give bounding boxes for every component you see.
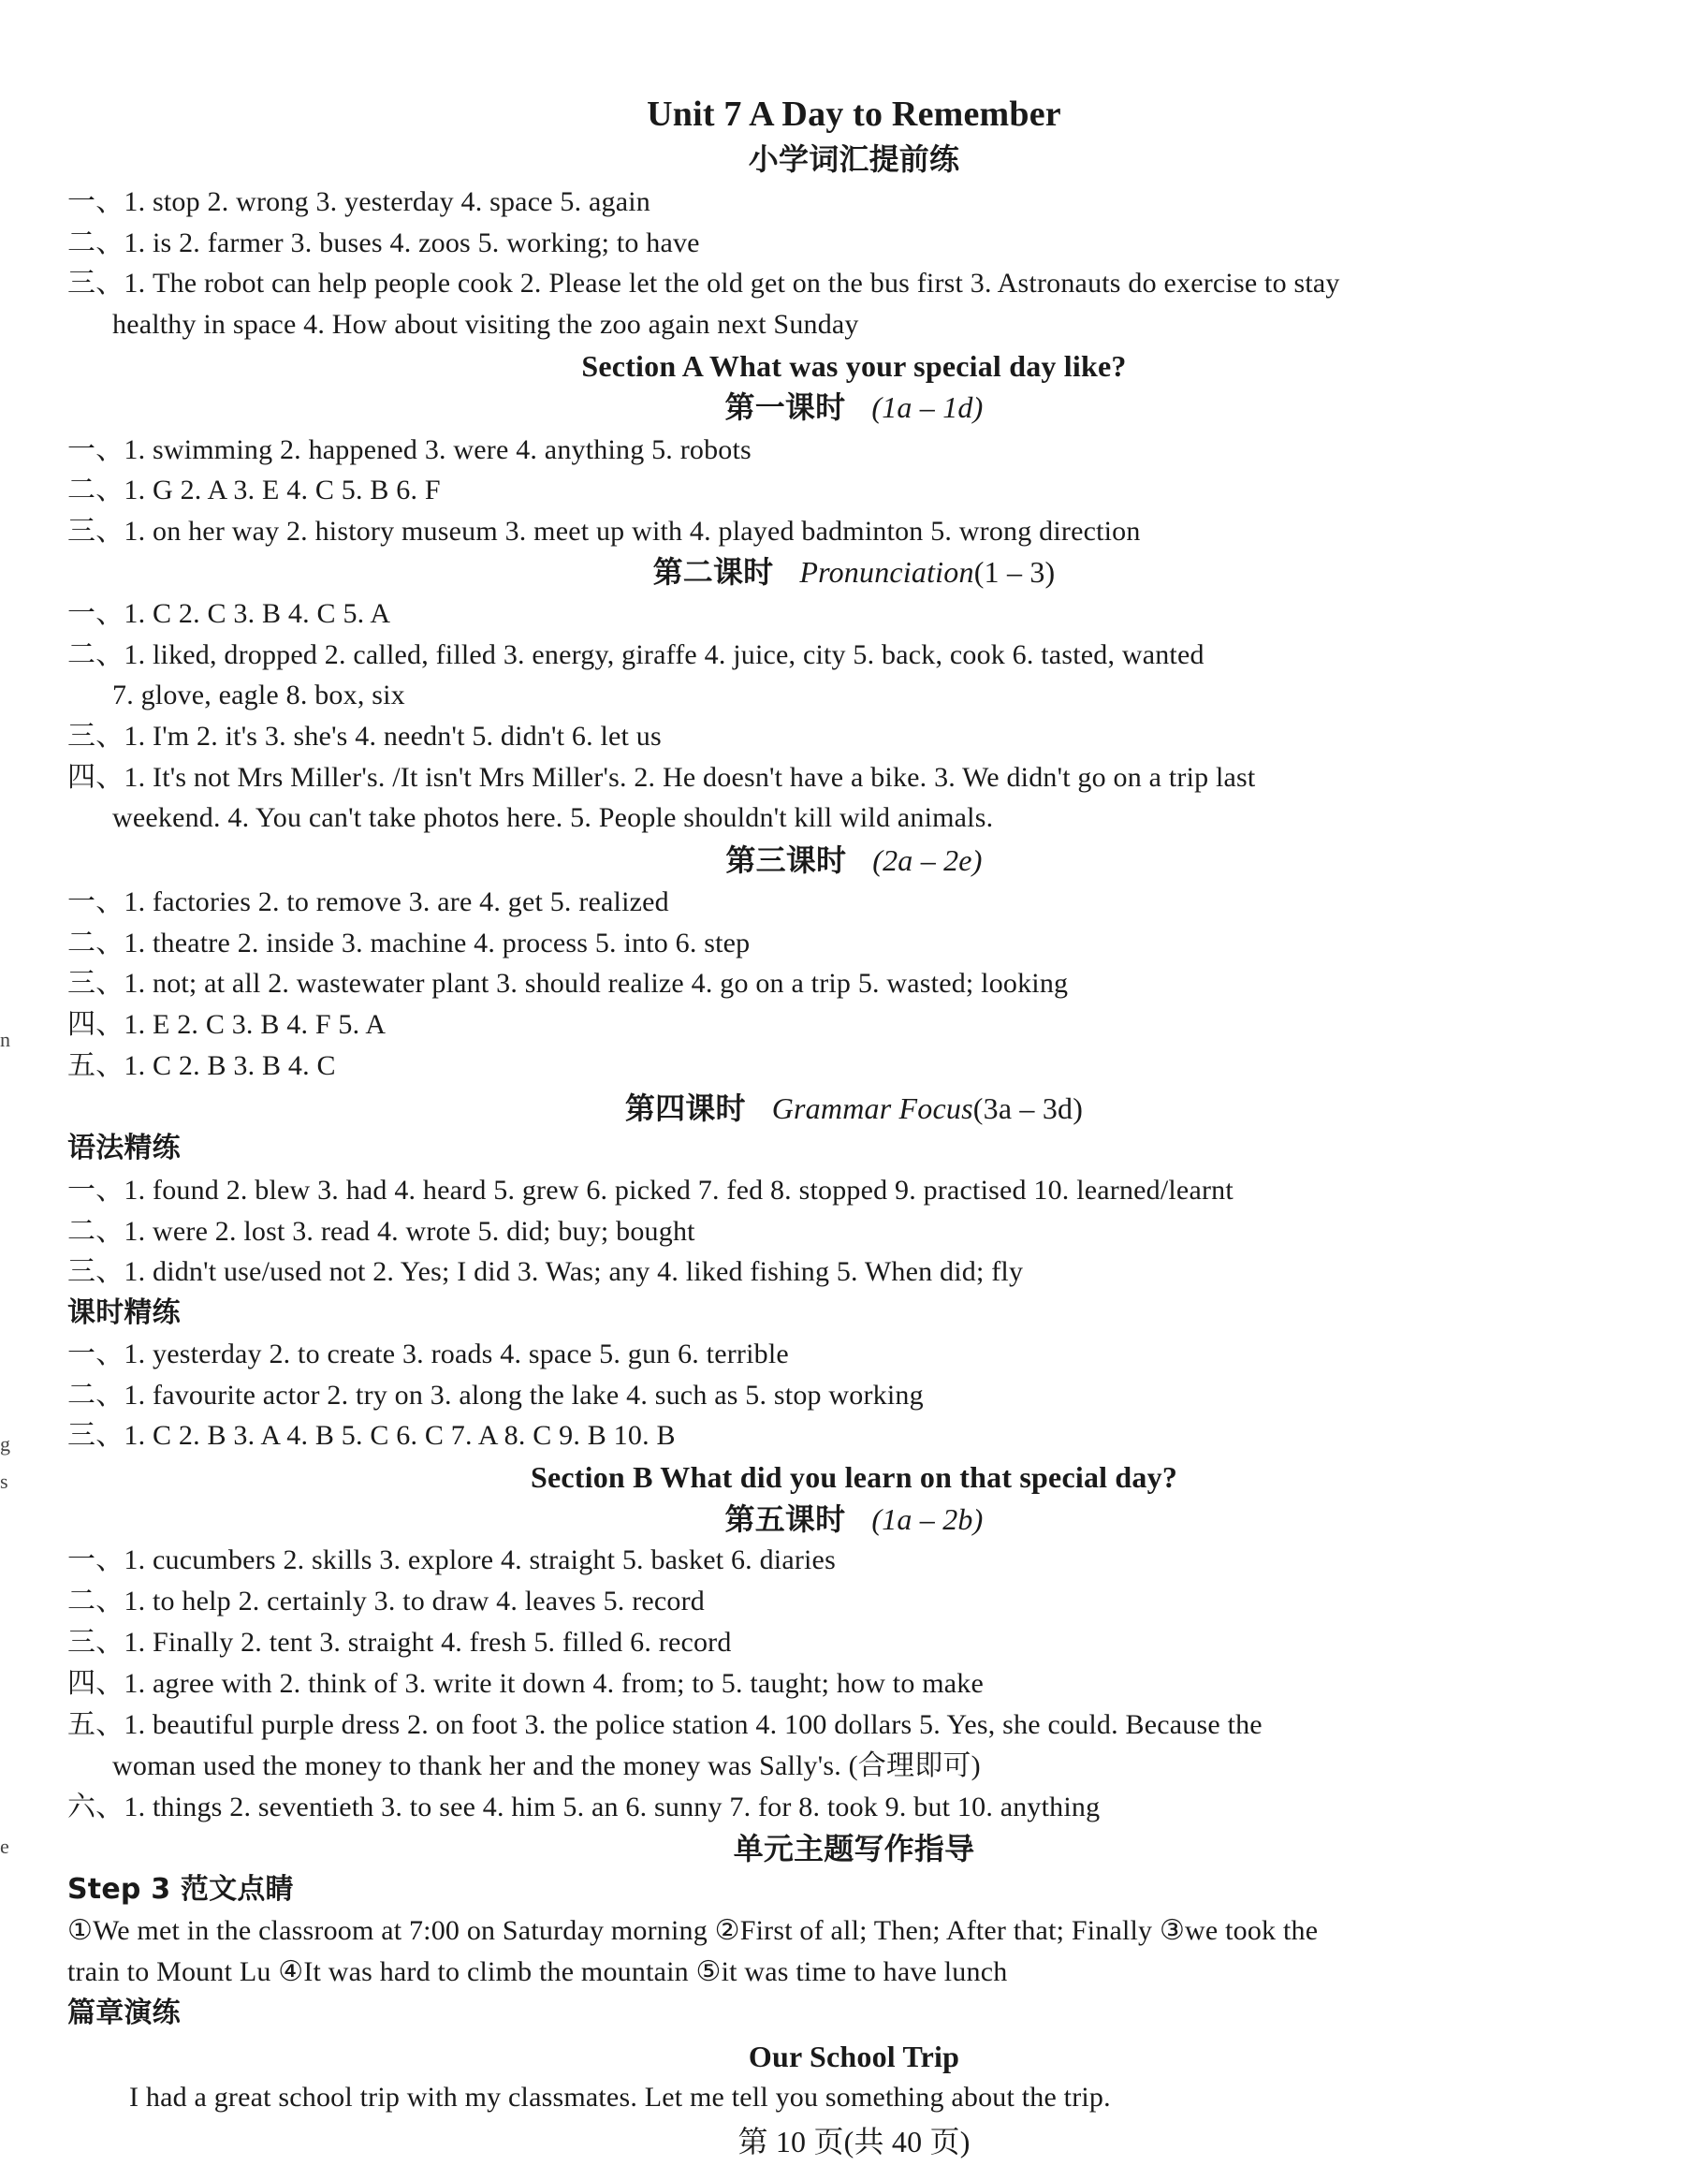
lesson-5-line-6: woman used the money to thank her and the money was Sally's. (合理即可) — [112, 1750, 981, 1781]
margin-mark-1: n — [0, 1028, 10, 1051]
page-footer: 第 10 页(共 40 页) — [737, 2125, 971, 2158]
lesson-5-range: (1a – 2b) — [871, 1502, 984, 1536]
lesson-3-line-1: 一、1. factories 2. to remove 3. are 4. get 5. realized — [67, 886, 669, 917]
lesson-4-en: Grammar Focus — [771, 1091, 973, 1125]
lesson-1-heading — [0, 387, 1708, 428]
margin-mark-2: g — [0, 1432, 10, 1456]
lesson-5-line-5: 五、1. beautiful purple dress 2. on foot 3. the police station 4. 100 dollars 5. Yes, she could. Because the — [67, 1709, 1263, 1740]
lesson-3-line-5: 五、1. C 2. B 3. B 4. C — [67, 1050, 336, 1081]
lesson-3-range: (2a – 2e) — [872, 843, 983, 877]
lesson-2-line-6: weekend. 4. You can't take photos here. 5. People shouldn't kill wild animals. — [112, 802, 994, 833]
lesson-3-line-4: 四、1. E 2. C 3. B 4. F 5. A — [67, 1009, 387, 1040]
step3-line-1: ①We met in the classroom at 7:00 on Saturday morning ②First of all; Then; After that; Finally ③we took the — [67, 1915, 1319, 1946]
grammar-line-1: 一、1. found 2. blew 3. had 4. heard 5. grew 6. picked 7. fed 8. stopped 9. practised 10. learned/learnt — [67, 1175, 1234, 1206]
lesson-3-line-2: 二、1. theatre 2. inside 3. machine 4. process 5. into 6. step — [67, 928, 751, 958]
unit-title: Unit 7 A Day to Remember — [647, 95, 1061, 134]
margin-mark-4: e — [0, 1835, 9, 1858]
lesson-2-cn: 第二课时 — [652, 554, 774, 590]
lesson-3-heading — [0, 840, 1708, 881]
lesson-1-line-2: 二、1. G 2. A 3. E 4. C 5. B 6. F — [67, 475, 441, 505]
vocab-line-3: 三、1. The robot can help people cook 2. Please let the old get on the bus first 3. Astronauts do exercise to stay — [67, 268, 1340, 299]
grammar-line-2: 二、1. were 2. lost 3. read 4. wrote 5. did; buy; bought — [67, 1216, 695, 1247]
practice-line-3: 三、1. C 2. B 3. A 4. B 5. C 6. C 7. A 8. C 9. B 10. B — [67, 1420, 676, 1451]
lesson-5-line-1: 一、1. cucumbers 2. skills 3. explore 4. straight 5. basket 6. diaries — [67, 1544, 836, 1575]
lesson-2-line-1: 一、1. C 2. C 3. B 4. C 5. A — [67, 598, 391, 629]
lesson-4-heading — [0, 1088, 1708, 1129]
step3-label: Step 3 范文点睛 — [67, 1873, 294, 1906]
chapter-label: 篇章演练 — [67, 1997, 181, 2029]
lesson-5-line-2: 二、1. to help 2. certainly 3. to draw 4. leaves 5. record — [67, 1586, 705, 1617]
lesson-1-line-3: 三、1. on her way 2. history museum 3. meet up with 4. played badminton 5. wrong direction — [67, 516, 1141, 547]
lesson-2-range: (1 – 3) — [973, 555, 1056, 589]
lesson-3-line-3: 三、1. not; at all 2. wastewater plant 3. should realize 4. go on a trip 5. wasted; looking — [67, 968, 1069, 999]
lesson-2-line-5: 四、1. It's not Mrs Miller's. /It isn't Mrs Miller's. 2. He doesn't have a bike. 3. We didn't go on a trip last — [67, 762, 1256, 793]
lesson-5-heading — [0, 1499, 1708, 1540]
margin-mark-3: s — [0, 1470, 8, 1493]
lesson-5-line-4: 四、1. agree with 2. think of 3. write it down 4. from; to 5. taught; how to make — [67, 1668, 984, 1699]
vocab-line-4: healthy in space 4. How about visiting the zoo again next Sunday — [112, 309, 859, 340]
grammar-line-3: 三、1. didn't use/used not 2. Yes; I did 3. Was; any 4. liked fishing 5. When did; fly — [67, 1256, 1024, 1287]
step3-line-2: train to Mount Lu ④It was hard to climb the mountain ⑤it was time to have lunch — [67, 1956, 1008, 1987]
vocab-line-1: 一、1. stop 2. wrong 3. yesterday 4. space 5. again — [67, 186, 650, 217]
lesson-4-cn: 第四课时 — [624, 1090, 746, 1126]
grammar-label: 语法精练 — [67, 1132, 181, 1164]
practice-label: 课时精练 — [67, 1296, 181, 1329]
writing-heading: 单元主题写作指导 — [733, 1831, 975, 1866]
story-line: I had a great school trip with my classmates. Let me tell you something about the trip. — [129, 2082, 1111, 2113]
lesson-2-line-3: 7. glove, eagle 8. box, six — [112, 680, 405, 710]
lesson-5-line-7: 六、1. things 2. seventieth 3. to see 4. him 5. an 6. sunny 7. for 8. took 9. but 10. anything — [67, 1792, 1101, 1822]
practice-line-2: 二、1. favourite actor 2. try on 3. along the lake 4. such as 5. stop working — [67, 1380, 924, 1411]
section-b-title: Section B What did you learn on that special day? — [530, 1460, 1178, 1494]
section-a-title: Section A What was your special day like? — [581, 349, 1127, 383]
lesson-1-range: (1a – 1d) — [871, 390, 984, 424]
lesson-1-line-1: 一、1. swimming 2. happened 3. were 4. anything 5. robots — [67, 434, 752, 465]
lesson-2-heading — [0, 551, 1708, 593]
lesson-5-line-3: 三、1. Finally 2. tent 3. straight 4. fresh 5. filled 6. record — [67, 1627, 732, 1658]
lesson-3-cn: 第三课时 — [725, 842, 847, 878]
vocab-line-2: 二、1. is 2. farmer 3. buses 4. zoos 5. working; to have — [67, 227, 700, 258]
lesson-5-cn: 第五课时 — [724, 1501, 846, 1537]
practice-line-1: 一、1. yesterday 2. to create 3. roads 4. space 5. gun 6. terrible — [67, 1339, 789, 1369]
lesson-2-line-2: 二、1. liked, dropped 2. called, filled 3. energy, giraffe 4. juice, city 5. back, cook 6. tasted, wanted — [67, 639, 1204, 670]
lesson-2-line-4: 三、1. I'm 2. it's 3. she's 4. needn't 5. didn't 6. let us — [67, 721, 662, 752]
lesson-2-en: Pronunciation — [799, 555, 974, 589]
vocab-heading: 小学词汇提前练 — [748, 141, 960, 177]
story-title: Our School Trip — [748, 2040, 960, 2073]
lesson-1-cn: 第一课时 — [724, 389, 846, 425]
lesson-4-range: (3a – 3d) — [972, 1091, 1084, 1125]
